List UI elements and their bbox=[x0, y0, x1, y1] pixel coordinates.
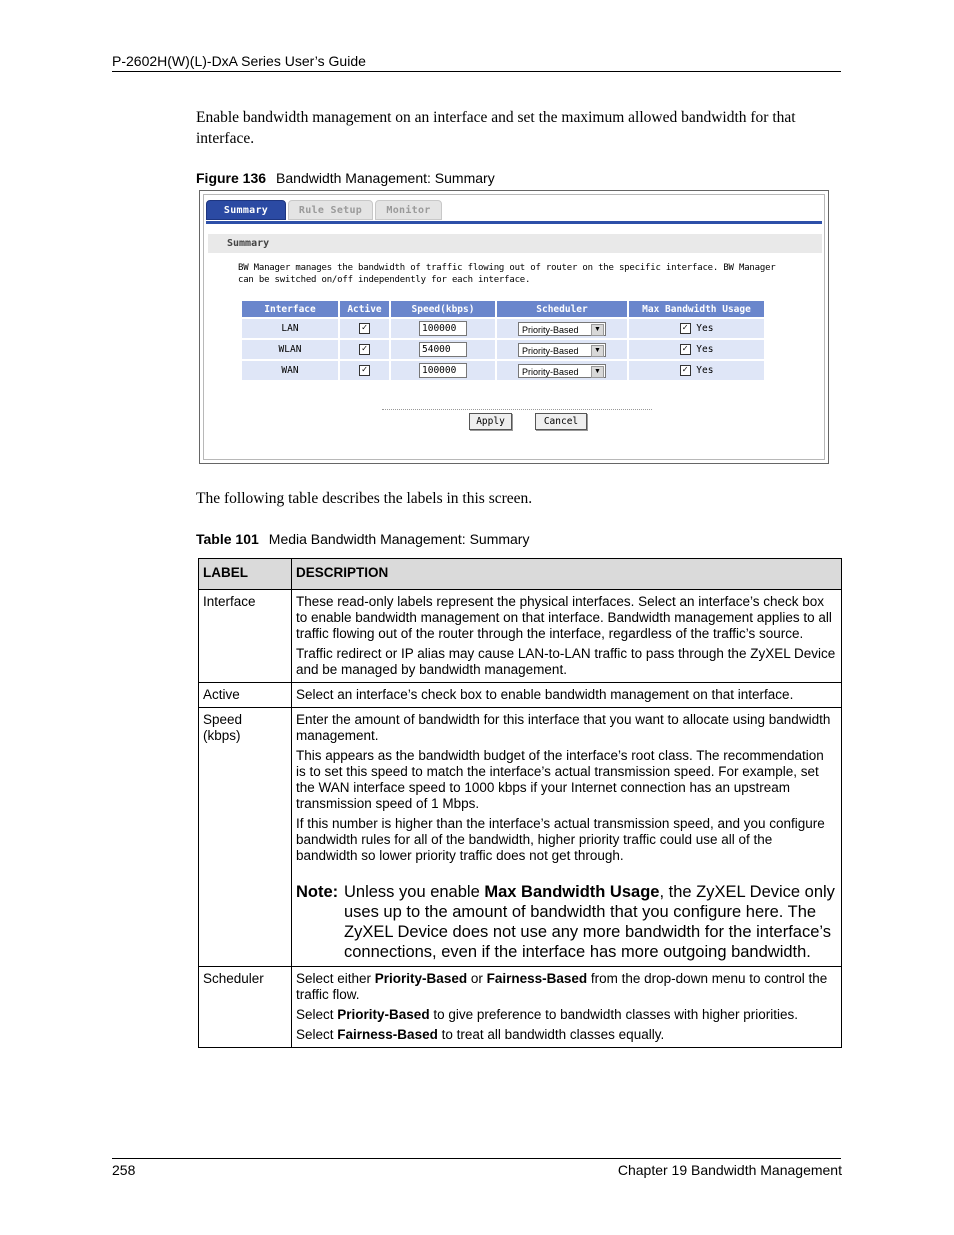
row-description bbox=[292, 708, 842, 967]
screenshot-panel bbox=[203, 194, 825, 460]
max-usage-label: Yes bbox=[696, 344, 714, 355]
row-description bbox=[292, 683, 842, 708]
scheduler-select[interactable] bbox=[518, 343, 606, 357]
note bbox=[296, 882, 837, 962]
divider bbox=[382, 409, 652, 410]
chevron-down-icon[interactable]: ▼ bbox=[591, 345, 604, 357]
footer-rule bbox=[112, 1158, 841, 1159]
col-scheduler: Scheduler bbox=[497, 301, 627, 317]
max-usage-label: Yes bbox=[696, 323, 714, 334]
table-header-row bbox=[199, 559, 842, 590]
note-label: Note: bbox=[296, 883, 339, 901]
row-label: Interface bbox=[199, 590, 292, 683]
label-description-table bbox=[198, 558, 842, 1048]
header-label: LABEL bbox=[199, 559, 292, 590]
col-max-usage: Max Bandwidth Usage bbox=[629, 301, 764, 317]
bold-text: Priority-Based bbox=[374, 971, 468, 986]
tab-bar bbox=[206, 197, 822, 224]
scheduler-value: Priority-Based bbox=[522, 345, 579, 356]
row-description bbox=[292, 967, 842, 1048]
note-text-bold: Max Bandwidth Usage bbox=[484, 883, 660, 901]
desc-paragraph: Select an interface’s check box to enable bandwidth management on that interface. bbox=[296, 687, 794, 702]
text: from the drop-down menu to control the traffic flow. bbox=[296, 971, 828, 1002]
table-row bbox=[199, 590, 842, 683]
note-text-c: , the ZyXEL Device only uses up to the amount of bandwidth that you configure here. The ZyXEL Device does not use any more bandwidth for the interface’s connections, even if the interface has more outgoing bandwidth. bbox=[344, 883, 835, 961]
bw-description bbox=[238, 262, 798, 286]
desc-paragraph: These read-only labels represent the physical interfaces. Select an interface’s check box to enable bandwidth management on that interface. Bandwidth management applies to all traffic flowing out of the router through the interface, regardless of the traffic’s source. bbox=[296, 594, 832, 641]
active-checkbox[interactable]: ✓ bbox=[359, 344, 370, 355]
tab-monitor[interactable]: Monitor bbox=[375, 200, 442, 220]
text: to give preference to bandwidth classes with higher priorities. bbox=[429, 1007, 799, 1022]
section-title: Summary bbox=[208, 234, 822, 253]
scheduler-select[interactable] bbox=[518, 364, 606, 378]
header-rule bbox=[112, 71, 841, 72]
note-text-a: Unless you enable bbox=[344, 883, 485, 901]
note-text bbox=[344, 882, 837, 962]
interface-name: WAN bbox=[242, 361, 338, 380]
desc-paragraph bbox=[296, 971, 837, 1003]
chevron-down-icon[interactable]: ▼ bbox=[591, 366, 604, 378]
table-number: Table 101 bbox=[196, 531, 259, 547]
bw-summary-table bbox=[240, 299, 766, 382]
figure-caption bbox=[196, 169, 495, 187]
text: or bbox=[467, 971, 487, 986]
bold-text: Priority-Based bbox=[337, 1007, 430, 1022]
tab-rule-setup[interactable]: Rule Setup bbox=[288, 200, 373, 220]
header-description: DESCRIPTION bbox=[292, 559, 842, 590]
scheduler-value: Priority-Based bbox=[522, 324, 579, 335]
row-label-text: Speed (kbps) bbox=[203, 712, 243, 743]
active-checkbox[interactable]: ✓ bbox=[359, 323, 370, 334]
table-row bbox=[199, 683, 842, 708]
scheduler-value: Priority-Based bbox=[522, 366, 579, 377]
table-row bbox=[242, 361, 764, 380]
table-title: Media Bandwidth Management: Summary bbox=[268, 531, 530, 547]
scheduler-select[interactable] bbox=[518, 322, 606, 336]
max-usage-checkbox[interactable]: ✓ bbox=[680, 344, 691, 355]
row-label: Scheduler bbox=[199, 967, 292, 1048]
bw-description-line1: BW Manager manages the bandwidth of traffic flowing out of router on the specific interface. BW Manager bbox=[238, 263, 776, 273]
interface-name: LAN bbox=[242, 319, 338, 338]
text: to treat all bandwidth classes equally. bbox=[437, 1027, 665, 1042]
following-paragraph: The following table describes the labels in this screen. bbox=[196, 490, 533, 507]
bold-text: Fairness-Based bbox=[337, 1027, 438, 1042]
figure-title: Bandwidth Management: Summary bbox=[276, 170, 495, 186]
col-speed: Speed(kbps) bbox=[391, 301, 495, 317]
intro-paragraph: Enable bandwidth management on an interface and set the maximum allowed bandwidth for that interface. bbox=[196, 109, 796, 147]
speed-input[interactable]: 54000 bbox=[419, 342, 467, 357]
cancel-button[interactable]: Cancel bbox=[535, 413, 587, 430]
table-row bbox=[242, 340, 764, 359]
table-row bbox=[199, 967, 842, 1048]
max-usage-label: Yes bbox=[696, 365, 714, 376]
text: Select either bbox=[296, 971, 375, 986]
text: Select bbox=[296, 1027, 338, 1042]
bw-table-header bbox=[242, 301, 764, 317]
table-row bbox=[199, 708, 842, 967]
desc-paragraph: Enter the amount of bandwidth for this interface that you want to allocate using bandwidth management. bbox=[296, 712, 831, 743]
speed-input[interactable]: 100000 bbox=[419, 321, 467, 336]
row-label: Active bbox=[199, 683, 292, 708]
table-row bbox=[242, 319, 764, 338]
speed-input[interactable]: 100000 bbox=[419, 363, 467, 378]
desc-paragraph: This appears as the bandwidth budget of the interface’s root class. The recommendation is to set this speed to match the interface’s actual transmission speed. For example, set the WAN interface speed to 1000 kbps if your Internet connection has an upstream transmission speed of 1 Mbps. bbox=[296, 748, 824, 811]
chapter-title: Chapter 19 Bandwidth Management bbox=[617, 1162, 842, 1178]
bw-description-line2: can be switched on/off independently for each interface. bbox=[238, 275, 531, 285]
tab-summary[interactable]: Summary bbox=[206, 200, 286, 220]
max-usage-checkbox[interactable]: ✓ bbox=[680, 323, 691, 334]
screenshot-figure bbox=[199, 190, 829, 464]
desc-paragraph bbox=[296, 1027, 837, 1043]
figure-number: Figure 136 bbox=[196, 170, 267, 186]
col-interface: Interface bbox=[242, 301, 338, 317]
bold-text: Fairness-Based bbox=[486, 971, 588, 986]
running-header: P-2602H(W)(L)-DxA Series User’s Guide bbox=[112, 53, 366, 69]
page-number: 258 bbox=[112, 1162, 136, 1178]
active-checkbox[interactable]: ✓ bbox=[359, 365, 370, 376]
col-active: Active bbox=[340, 301, 389, 317]
text: Select bbox=[296, 1007, 338, 1022]
row-label bbox=[199, 708, 292, 967]
max-usage-checkbox[interactable]: ✓ bbox=[680, 365, 691, 376]
desc-paragraph bbox=[296, 1007, 837, 1023]
desc-paragraph: If this number is higher than the interface’s actual transmission speed, and you configure bandwidth rules for all of the bandwidth, higher priority traffic could use all of the bandwidth so lower priority traffic does not get through. bbox=[296, 816, 825, 863]
desc-paragraph: Traffic redirect or IP alias may cause LAN-to-LAN traffic to pass through the ZyXEL Device and be managed by bandwidth management. bbox=[296, 646, 836, 677]
row-description bbox=[292, 590, 842, 683]
table-caption bbox=[196, 530, 529, 548]
interface-name: WLAN bbox=[242, 340, 338, 359]
apply-button[interactable]: Apply bbox=[469, 413, 512, 430]
chevron-down-icon[interactable]: ▼ bbox=[591, 324, 604, 336]
